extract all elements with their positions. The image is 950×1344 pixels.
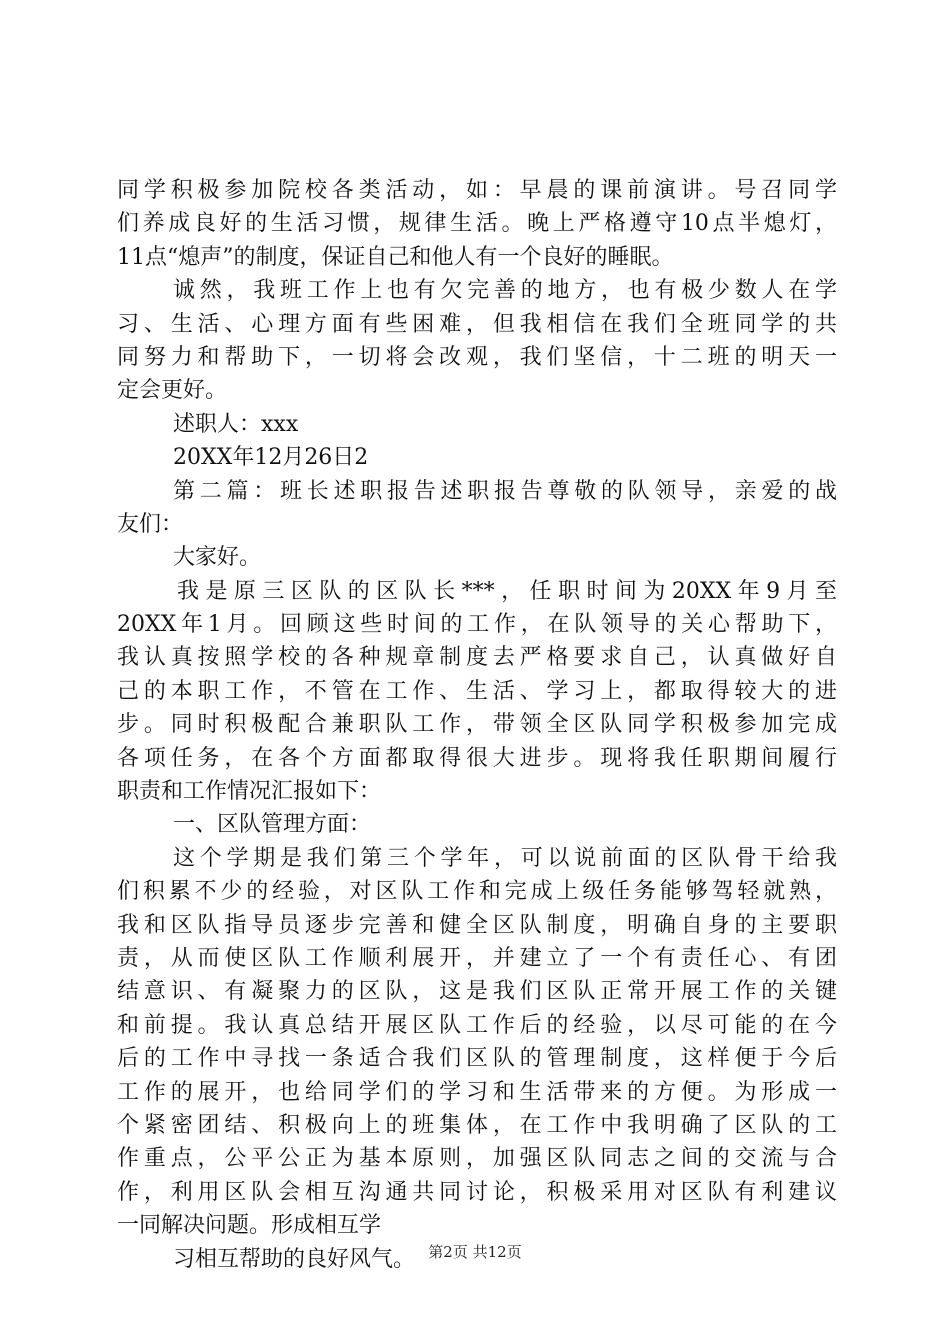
paragraph-start-line: 我是原三区队的区队长***，任职时间为20XX年9月至 xyxy=(177,578,837,604)
text-line: 我认真按照学校的各种规章制度去严格要求自己，认真做好自 xyxy=(117,645,837,671)
paragraph-start-line: 诚然，我班工作上也有欠完善的地方，也有极少数人在学 xyxy=(173,278,837,304)
text-line: 20XX年1月。回顾这些时间的工作，在队领导的关心帮助下， xyxy=(117,612,837,638)
text-line: 个紧密团结、积极向上的班集体，在工作中我明确了区队的工 xyxy=(117,1112,837,1138)
text-line: 我和区队指导员逐步完善和健全区队制度，明确自身的主要职 xyxy=(117,912,837,938)
text-line: 们积累不少的经验，对区队工作和完成上级任务能够驾轻就熟， xyxy=(117,879,837,905)
text-line: 己的本职工作，不管在工作、生活、学习上，都取得较大的进 xyxy=(117,678,837,704)
page-footer: 第2页 共12页 xyxy=(428,1243,522,1261)
text-line: 步。同时积极配合兼职队工作，带领全区队同学积极参加完成 xyxy=(117,712,837,738)
text-line: 职责和工作情况汇报如下： xyxy=(117,779,382,805)
text-line: 责，从而使区队工作顺利展开，并建立了一个有责任心、有团 xyxy=(117,945,837,971)
text-line: 一同解决问题。形成相互学 xyxy=(117,1213,382,1239)
paragraph-start-line: 这个学期是我们第三个学年，可以说前面的区队骨干给我 xyxy=(173,845,837,871)
document-body xyxy=(117,174,837,1276)
signature-line: 述职人：xxx xyxy=(173,411,299,437)
text-line: 习、生活、心理方面有些困难，但我相信在我们全班同学的共 xyxy=(117,311,837,337)
text-line: 结意识、有凝聚力的区队，这是我们区队正常开展工作的关键 xyxy=(117,979,837,1005)
subsection-heading-line: 一、区队管理方面： xyxy=(173,812,372,838)
date-line: 20XX年12月26日2 xyxy=(173,445,369,471)
text-line: 同学积极参加院校各类活动，如：早晨的课前演讲。号召同学 xyxy=(117,178,837,203)
text-line: 后的工作中寻找一条适合我们区队的管理制度，这样便于今后 xyxy=(117,1046,837,1072)
text-line: 工作的展开，也给同学们的学习和生活带来的方便。为形成一 xyxy=(117,1079,837,1105)
paragraph-start-line: 习相互帮助的良好风气。 xyxy=(173,1246,416,1272)
section-heading-line: 第二篇：班长述职报告述职报告尊敬的队领导，亲爱的战 xyxy=(173,478,837,504)
text-line: 作，利用区队会相互沟通共同讨论，积极采用对区队有利建议 xyxy=(117,1179,837,1205)
greeting-line: 大家好。 xyxy=(173,545,262,571)
text-line: 作重点，公平公正为基本原则，加强区队同志之间的交流与合 xyxy=(117,1146,837,1172)
text-line: 们养成良好的生活习惯，规律生活。晚上严格遵守10点半熄灯， xyxy=(117,211,837,237)
text-line: 11点“熄声”的制度，保证自己和他人有一个良好的睡眠。 xyxy=(117,244,674,270)
text-line: 各项任务，在各个方面都取得很大进步。现将我任职期间履行 xyxy=(117,745,837,771)
text-line: 友们： xyxy=(117,511,184,537)
text-line: 同努力和帮助下，一切将会改观，我们坚信，十二班的明天一 xyxy=(117,344,837,370)
text-line: 定会更好。 xyxy=(117,378,228,404)
text-line: 和前提。我认真总结开展区队工作后的经验，以尽可能的在今 xyxy=(117,1012,837,1038)
